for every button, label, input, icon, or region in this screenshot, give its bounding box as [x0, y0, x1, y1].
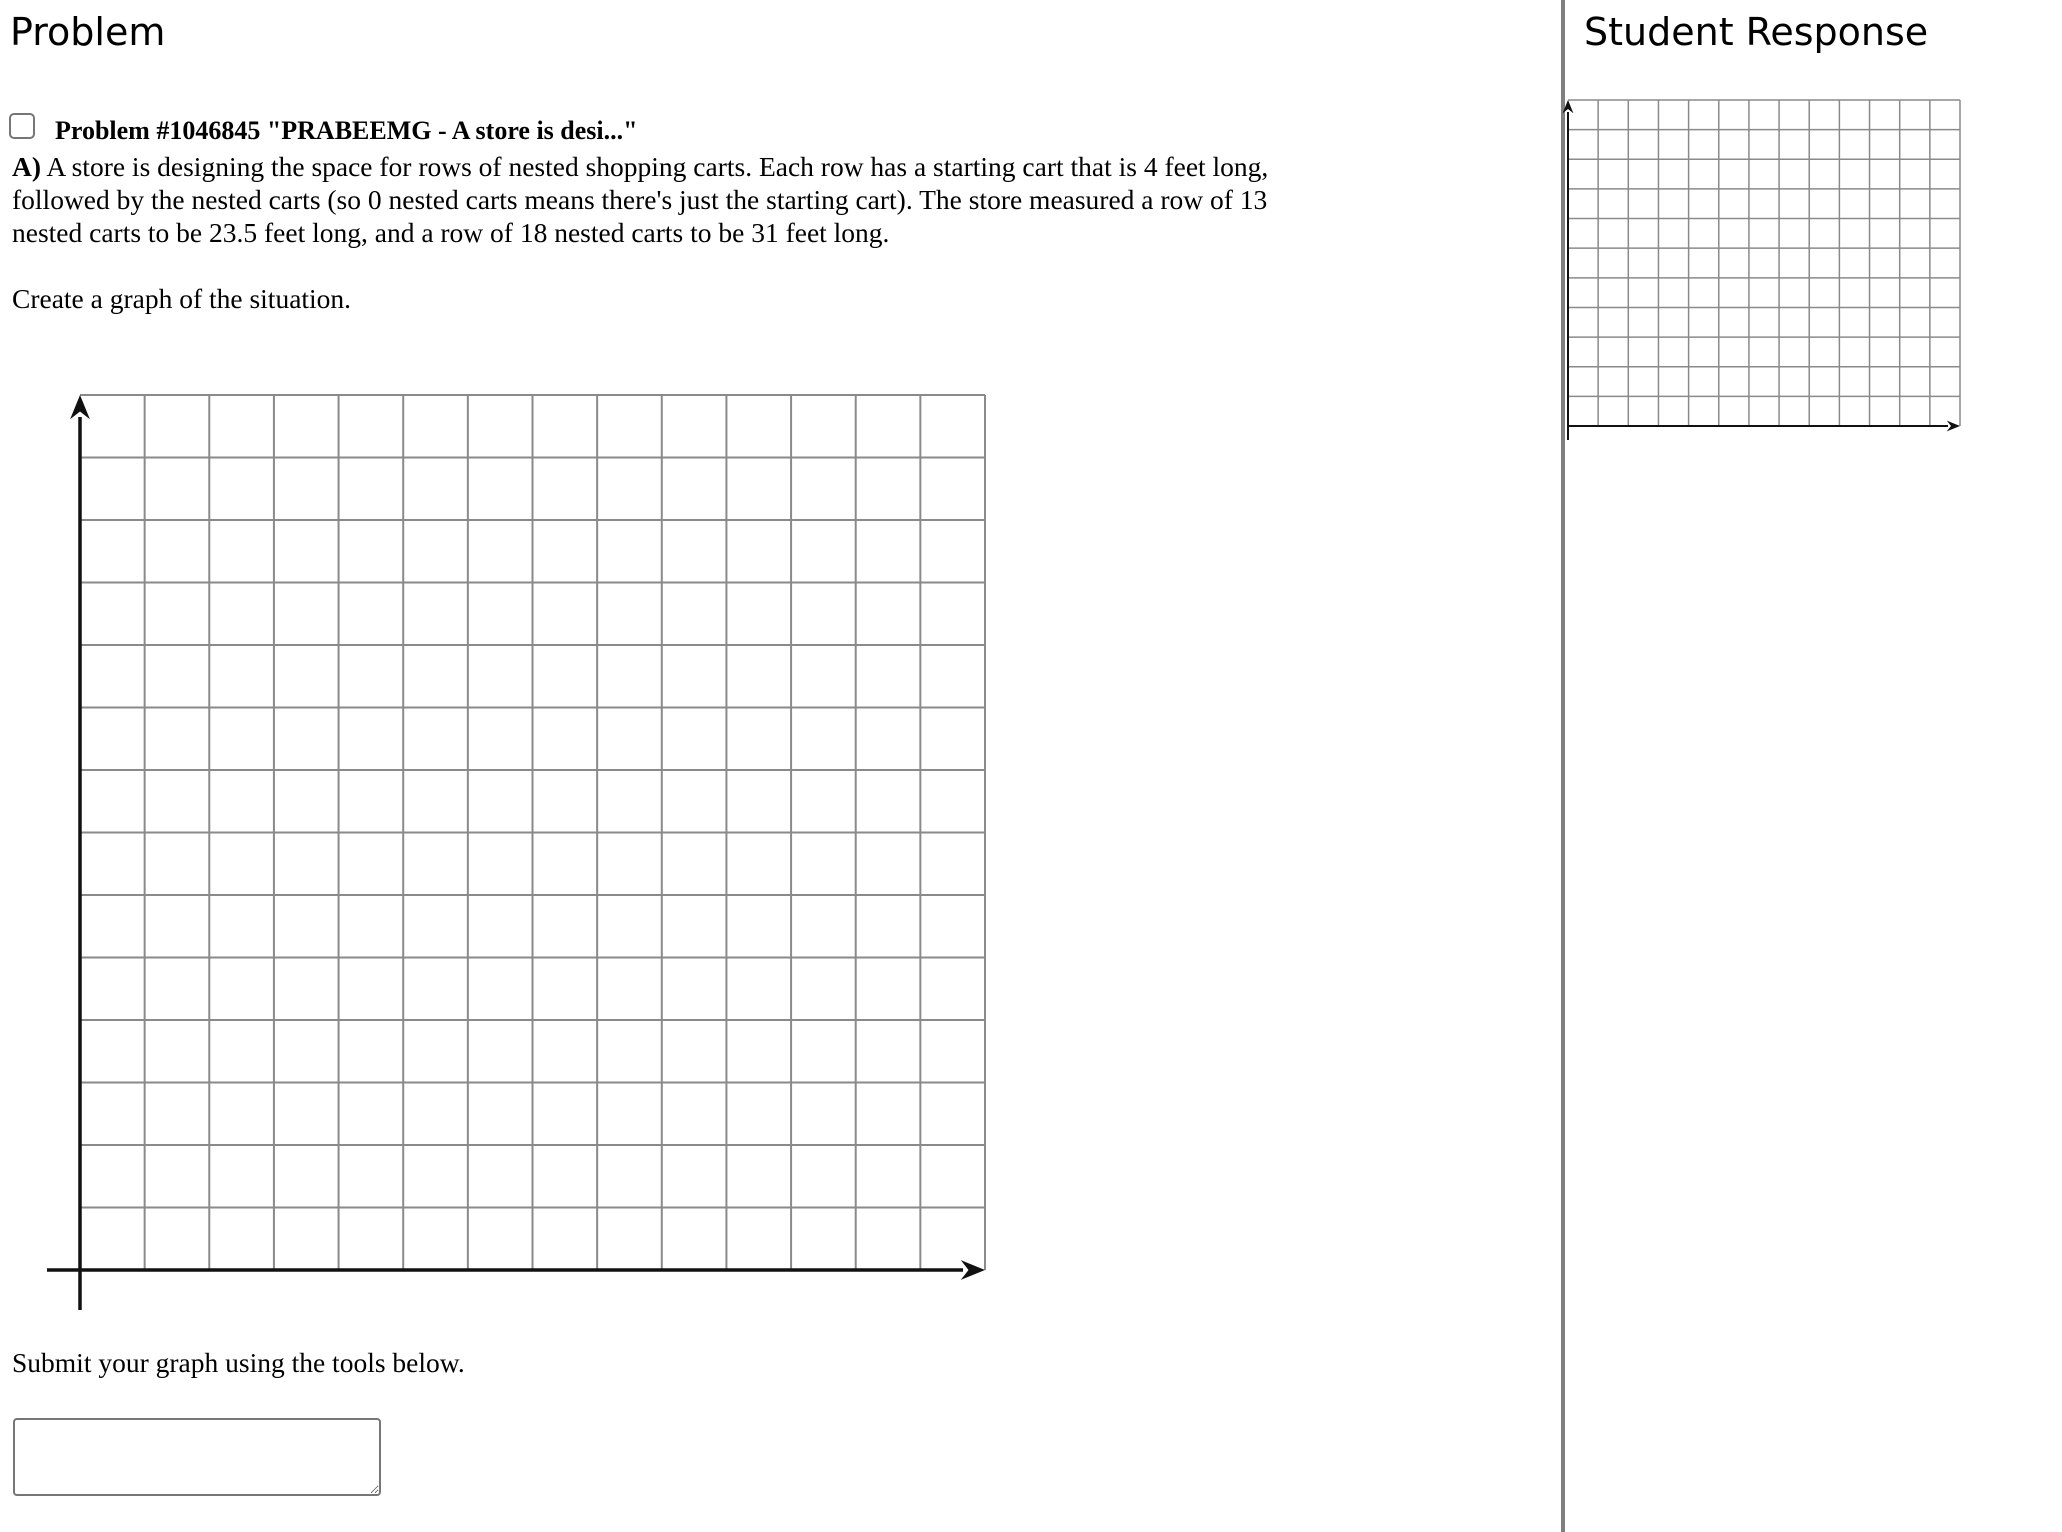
problem-title: Problem #1046845 "PRABEEMG - A store is desi..."	[55, 116, 638, 145]
problem-statement	[12, 150, 1272, 249]
panel-divider[interactable]	[1561, 0, 1565, 1532]
part-label: A)	[12, 151, 42, 182]
student-response-heading: Student Response	[1584, 10, 1929, 54]
problem-body: A store is designing the space for rows of nested shopping carts. Each row has a starting cart that is 4 feet long, followed by the nested carts (so 0 nested carts means there's just the starting cart). The store measured a row of 13 nested carts to be 23.5 feet long, and a row of 18 nested carts to be 31 feet long.	[12, 151, 1269, 248]
problem-prompt: Create a graph of the situation.	[12, 283, 352, 314]
problem-heading: Problem	[10, 10, 166, 54]
x-axis-arrow-icon	[961, 1260, 985, 1280]
x-axis-arrow-icon	[1947, 421, 1960, 432]
student-response-graph	[0, 0, 1, 1]
answer-textarea[interactable]	[13, 1418, 381, 1496]
y-axis-arrow-icon	[70, 395, 90, 419]
submit-instruction: Submit your graph using the tools below.	[12, 1347, 465, 1378]
problem-select-checkbox[interactable]	[9, 113, 35, 139]
